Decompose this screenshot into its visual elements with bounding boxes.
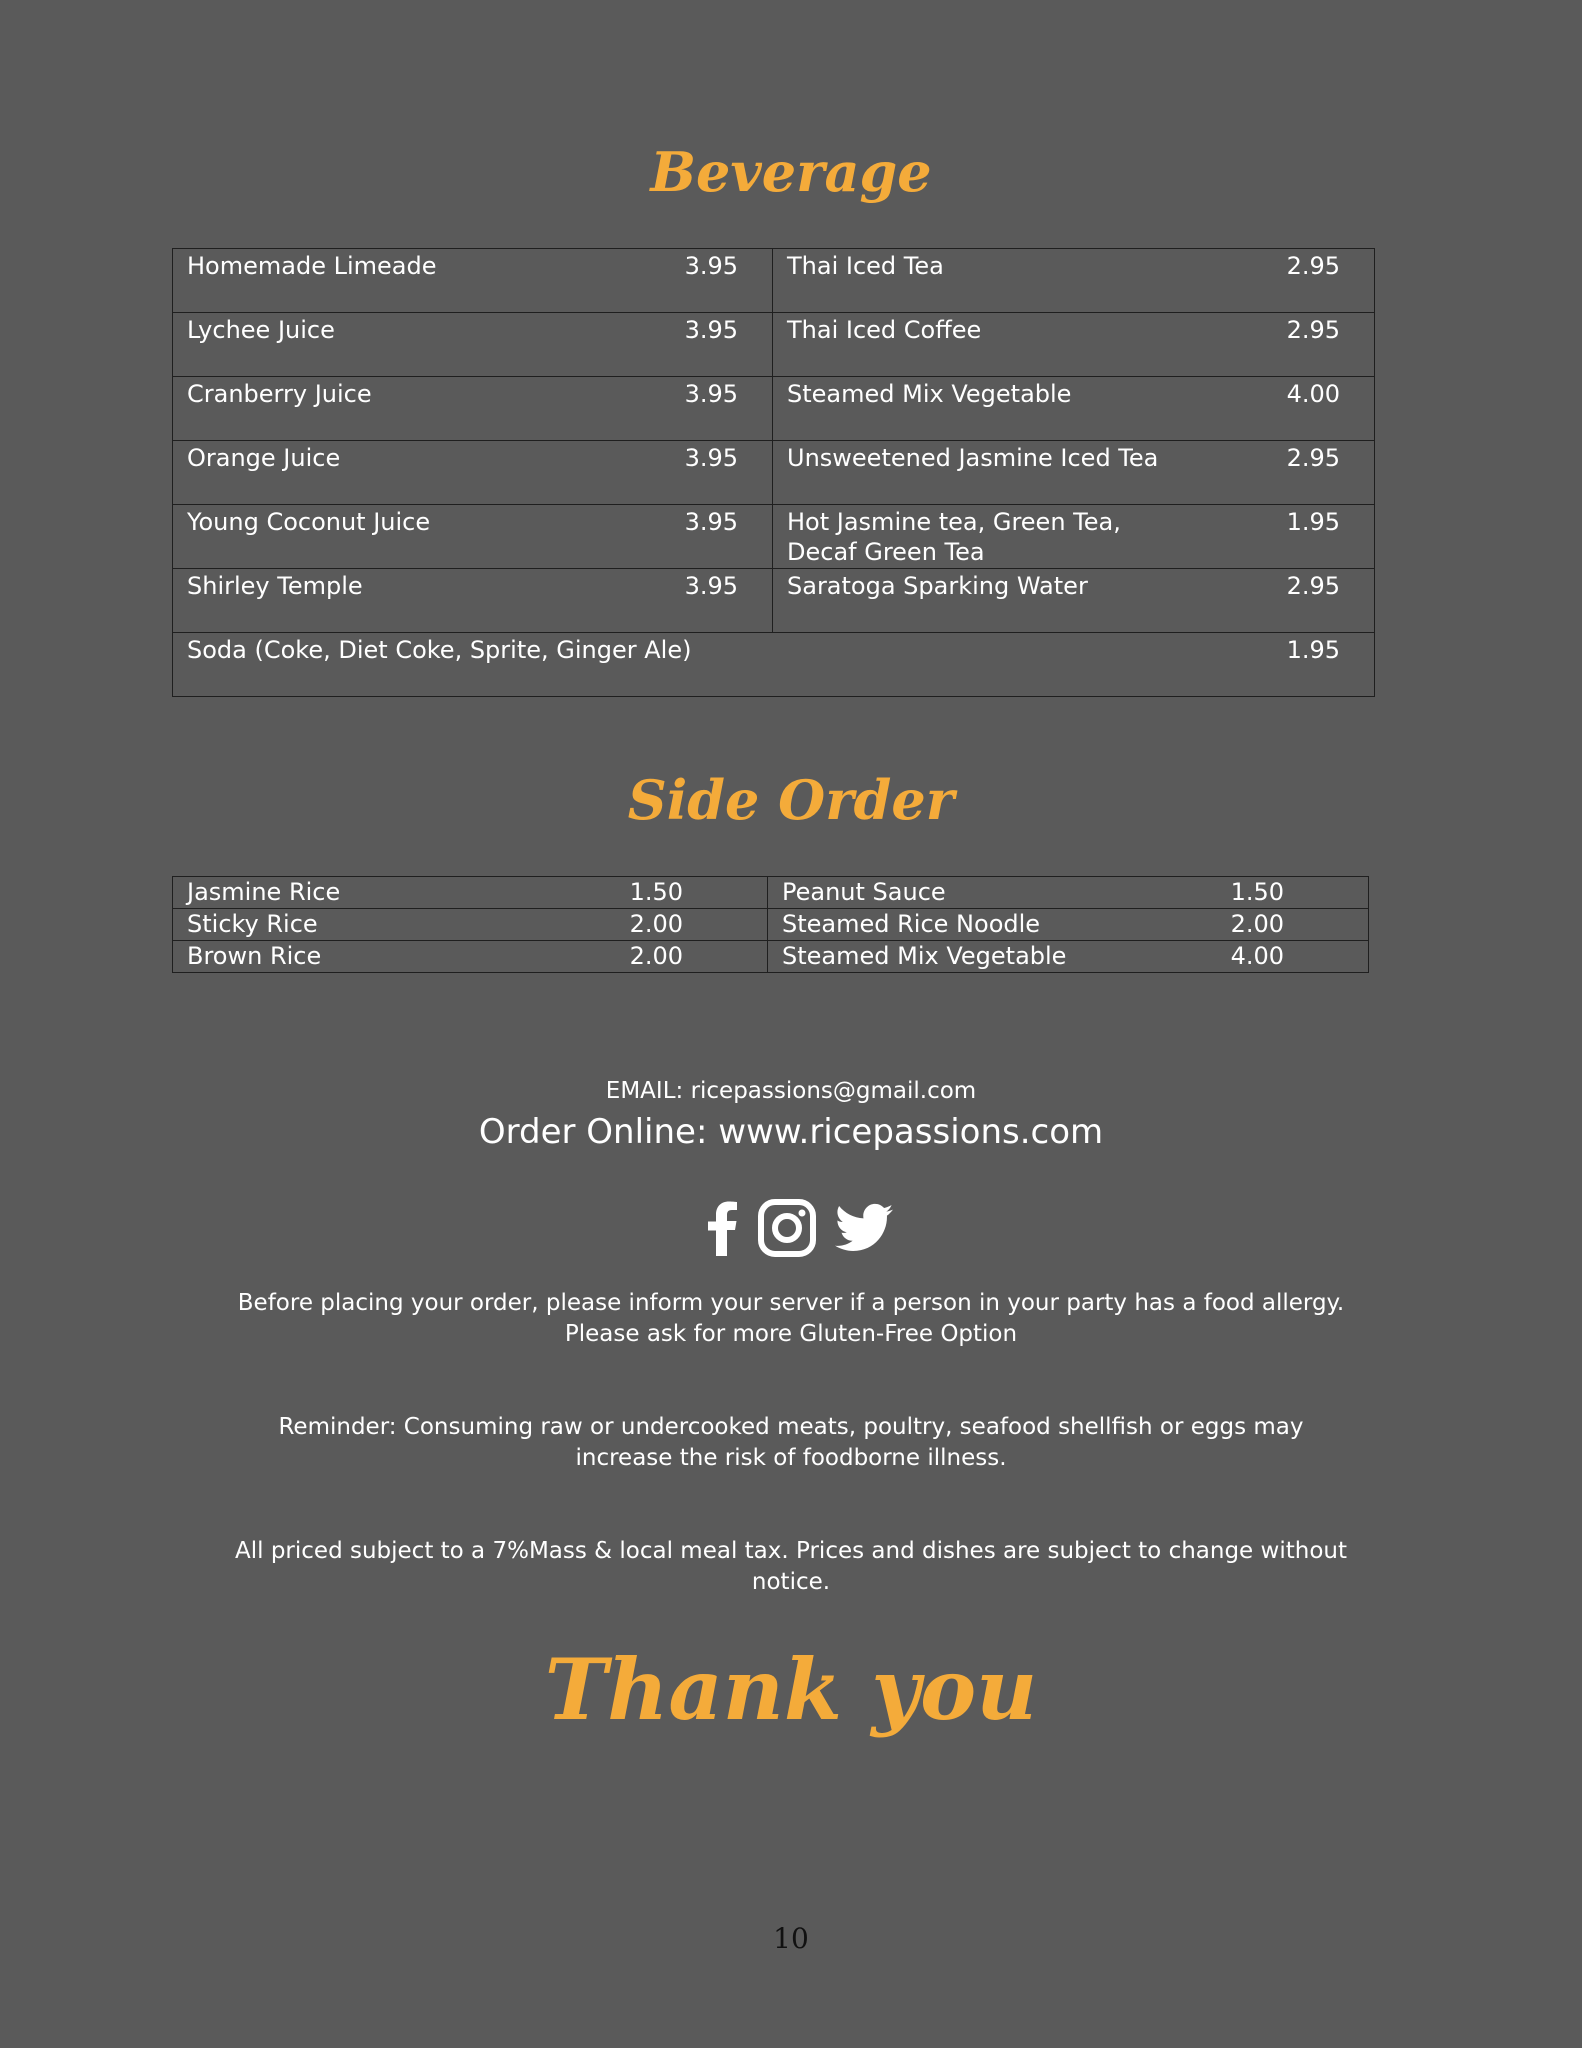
- facebook-icon[interactable]: [705, 1200, 739, 1256]
- item-price: 2.00: [1230, 910, 1284, 938]
- beverage-row: [173, 249, 1375, 313]
- menu-item: [768, 909, 1369, 941]
- menu-item: [773, 441, 1375, 505]
- item-name: Unsweetened Jasmine Iced Tea: [787, 444, 1159, 472]
- menu-item: [173, 633, 1375, 697]
- item-name: Orange Juice: [187, 444, 341, 472]
- thank-you-text: Thank you: [544, 1640, 1038, 1739]
- item-price: 2.00: [629, 942, 683, 970]
- menu-item: [173, 505, 773, 569]
- item-price: 2.00: [629, 910, 683, 938]
- item-name: Brown Rice: [187, 942, 322, 970]
- menu-item: [773, 569, 1375, 633]
- item-name: Saratoga Sparking Water: [787, 572, 1088, 600]
- item-name: Young Coconut Juice: [187, 508, 431, 536]
- item-price: 2.95: [1286, 316, 1340, 344]
- item-name: Steamed Mix Vegetable: [787, 380, 1072, 408]
- item-name: Peanut Sauce: [782, 878, 946, 906]
- item-price: 1.50: [1230, 878, 1284, 906]
- item-price: 2.95: [1286, 444, 1340, 472]
- menu-item: [773, 313, 1375, 377]
- item-name: Lychee Juice: [187, 316, 335, 344]
- social-links: [705, 1196, 895, 1260]
- menu-item: [173, 877, 768, 909]
- item-price: 3.95: [684, 380, 738, 408]
- item-price: 2.95: [1286, 572, 1340, 600]
- item-price: 3.95: [684, 508, 738, 536]
- side-order-row: [173, 909, 1369, 941]
- side-order-row: [173, 877, 1369, 909]
- item-name: Thai Iced Tea: [787, 252, 944, 280]
- page-number: 10: [773, 1922, 809, 1955]
- side-order-title: Side Order: [627, 768, 955, 832]
- menu-item: [773, 377, 1375, 441]
- beverage-row: [173, 313, 1375, 377]
- item-name: Soda (Coke, Diet Coke, Sprite, Ginger Ale): [187, 636, 692, 664]
- item-price: 4.00: [1230, 942, 1284, 970]
- item-name: Steamed Mix Vegetable: [782, 942, 1067, 970]
- item-price: 3.95: [684, 316, 738, 344]
- menu-item: [173, 941, 768, 973]
- tax-note: All priced subject to a 7%Mass & local meal tax. Prices and dishes are subject to change without notice.: [235, 1538, 1347, 1595]
- menu-item: [173, 909, 768, 941]
- menu-item: [768, 941, 1369, 973]
- item-name: Steamed Rice Noodle: [782, 910, 1041, 938]
- item-name: Jasmine Rice: [187, 878, 341, 906]
- beverage-row: [173, 569, 1375, 633]
- item-name: Homemade Limeade: [187, 252, 437, 280]
- item-name: Sticky Rice: [187, 910, 318, 938]
- twitter-icon[interactable]: [835, 1202, 893, 1254]
- item-name: Cranberry Juice: [187, 380, 372, 408]
- beverage-row: [173, 505, 1375, 569]
- menu-item: [173, 377, 773, 441]
- item-name: Thai Iced Coffee: [787, 316, 982, 344]
- menu-item: [773, 505, 1375, 569]
- beverage-row: [173, 377, 1375, 441]
- menu-item: [173, 441, 773, 505]
- menu-item: [173, 569, 773, 633]
- beverage-table: [172, 248, 1375, 697]
- item-price: 1.50: [629, 878, 683, 906]
- item-price: 4.00: [1286, 380, 1340, 408]
- instagram-icon[interactable]: [757, 1198, 817, 1258]
- item-price: 3.95: [684, 252, 738, 280]
- item-price: 2.95: [1286, 252, 1340, 280]
- menu-item: [173, 249, 773, 313]
- reminder-note: Reminder: Consuming raw or undercooked meats, poultry, seafood shellfish or eggs may increase the risk of foodborne illness.: [278, 1414, 1304, 1471]
- beverage-row: [173, 441, 1375, 505]
- menu-item: [768, 877, 1369, 909]
- email-text: EMAIL: ricepassions@gmail.com: [605, 1078, 977, 1104]
- item-price: 1.95: [1286, 636, 1340, 664]
- beverage-row: [173, 633, 1375, 697]
- allergy-note: Before placing your order, please inform your server if a person in your party has a food allergy. Please ask for more Gluten-Free Option: [237, 1290, 1345, 1347]
- side-order-row: [173, 941, 1369, 973]
- side-order-table: [172, 876, 1369, 973]
- item-price: 1.95: [1286, 508, 1340, 536]
- item-name: Shirley Temple: [187, 572, 363, 600]
- item-price: 3.95: [684, 444, 738, 472]
- menu-item: [173, 313, 773, 377]
- menu-item: [773, 249, 1375, 313]
- item-name: Hot Jasmine tea, Green Tea, Decaf Green Tea: [787, 508, 1121, 566]
- beverage-title: Beverage: [650, 140, 932, 204]
- item-price: 3.95: [684, 572, 738, 600]
- order-online-text: Order Online: www.ricepassions.com: [478, 1112, 1104, 1152]
